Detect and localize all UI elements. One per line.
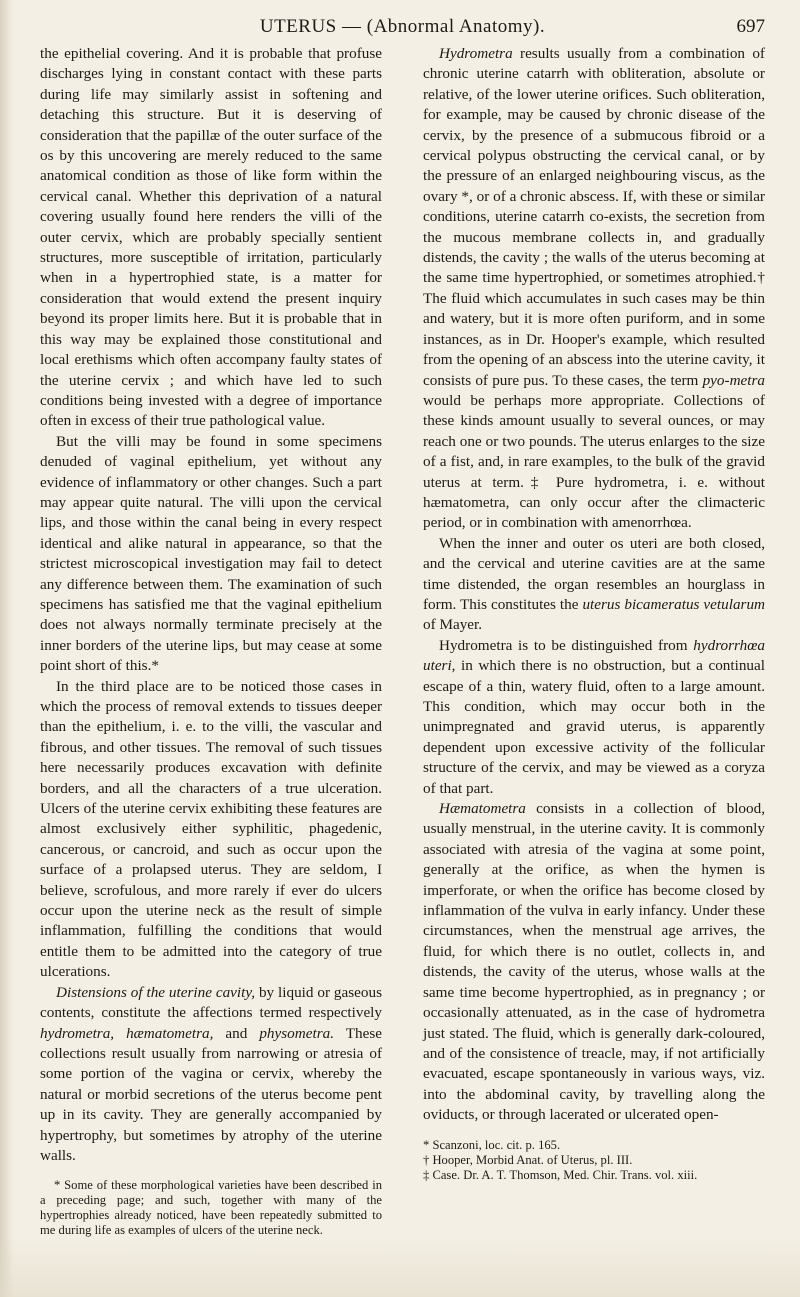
right-paragraph-3: Hydrometra is to be distinguished from hydrorrhœa uteri, in which there is no obstruction, but a continual escape of a thin, watery fluid, often to a large amount. This condition, which may occur both in the unimpregnated and gravid uterus, is apparently dependent upon excessive activity of the follicular structure of the cervix, and may be viewed as a coryza of that part. [423,636,765,797]
haematometra-heading: Hæmatometra [439,800,526,818]
page-gutter-shadow [0,0,14,1297]
left-paragraph-1: the epithelial covering. And it is probable that profuse discharges lying in constant contact with these parts during life may similarly assist in softening and detaching this structure. But it is deserving of consideration that the papillæ of the outer surface of the os by this uncovering are merely reduced to the same anatomical condition as those of like form within the cervical canal. Whether this deprivation of a natural covering usually found here renders the villi of the outer cervix, which are probably specially sentient structures, more susceptible of irritation, particularly when in a hypertrophied state, is a matter for consideration that would extend the present inquiry beyond its proper limits here. But it is probable that in this way may be explained those constitutional and local erethisms which often accompany faulty states of the uterine cervix ; and which have led to such conditions being invested with a degree of importance often in excess of their true pathological value. [40,45,382,430]
footnote-scanzoni: * Scanzoni, loc. cit. p. 165. [423,1137,561,1152]
term-physometra: physometra. [259,1024,334,1042]
term-hydrometra-haematometra: hydrometra, hæmatometra, [40,1024,214,1042]
right-column [423,44,765,1183]
right-paragraph-4: Hæmatometra consists in a collection of blood, usually menstrual, in the uterine cavity. It is commonly associated with atresia of the vagina at some point, generally at the orifice, as when the hymen is imperforate, or when the orifice has become closed by inflammation of the vulva in early infancy. Under these circumstances, when the menstrual age arrives, the fluid, for which there is no outlet, collects in, and distends, the cavity of the uterus, whose walls at the same time become hypertrophied, as in pregnancy ; or occasionally attenuated, as in the case of hydrometra just stated. The fluid, which is generally dark-coloured, and of the consistence of treacle, may, if not artificially evacuated, escape spontaneously in various ways, viz. into the abdominal cavity, by travelling along the oviducts, or through lacerated or ulcerated open- [423,800,765,1124]
right-paragraph-1: Hydrometra results usually from a combination of chronic uterine catarrh with obliteration, absolute or relative, of the lower uterine orifices. Such obliteration, for example, may be caused by chronic disease of the cervix, by the presence of a submucous fibroid or a cervical polypus obstructing the cervical canal, or by the pressure of an enlarged neighbouring viscus, as the ovary *, or of a chronic abscess. If, with these or similar conditions, uterine catarrh co-exists, the secretion from the mucous membrane collects in, and gradually distends, the cavity ; the walls of the uterus becoming at the same time hypertrophied, or sometimes atrophied.† The fluid which accumulates in such cases may be thin and watery, but it is more often puriform, and in some instances, as in Dr. Hooper's example, which resulted from the opening of an abscess into the uterine cavity, it consists of pure pus. To these cases, the term pyo-metra would be perhaps more appropriate. Collections of these kinds amount usually to several ounces, or may reach one or two pounds. The uterus enlarges to the size of a fist, and, in rare examples, to the bulk of the gravid uterus at term.‡ Pure hydrometra, i. e. without hæmatometra, can only occur after the climacteric period, or in combination with amenorrhœa. [423,45,765,532]
running-head: UTERUS — (Abnormal Anatomy). [259,16,546,37]
term-pyometra: pyo-metra [702,371,765,389]
right-footnotes [423,1138,765,1183]
left-column [40,44,382,1238]
term-hydrorrhoea: hydrorrhœa uteri, [423,636,765,675]
term-uterus-bicameratus: uterus bicameratus vetularum [582,595,766,613]
footnote-morphological: * Some of these morphological varieties have been described in a preceding page; and such, together with many of the hypertrophies already noticed, have been repeatedly submitted to me during life as examples of ulcers of the uterine neck. [40,1178,382,1238]
footnote-hooper: † Hooper, Morbid Anat. of Uterus, pl. III. [423,1152,633,1167]
hydrometra-heading: Hydrometra [439,45,513,62]
page-bottom-shadow [0,1237,800,1297]
left-paragraph-3: In the third place are to be noticed those cases in which the process of removal extends to tissues deeper than the epithelium, i. e. to the villi, the vascular and fibrous, and other tissues. The removal of such tissues here necessarily produces excavation with definite borders, and all the characters of a true ulceration. Ulcers of the uterine cervix exhibiting these features are almost exclusively either syphilitic, phagedenic, cancerous, or cancroid, and such as occur upon the surface of a prolapsed uterus. They are seldom, I believe, scrofulous, and more rarely if ever do ulcers occur upon the uterine neck as the result of simple inflammation, fulfilling the conditions that would entitle them to be admitted into the category of true ulcerations. [40,677,382,981]
left-footnotes [40,1178,382,1238]
right-paragraph-2: When the inner and outer os uteri are both closed, and the cervical and uterine cavities are at the same time distended, the organ resembles an hourglass in form. This constitutes the uterus bicameratus vetularum of Mayer. [423,534,766,634]
left-paragraph-4: Distensions of the uterine cavity, by liquid or gaseous contents, constitute the affections termed respectively hydrometra, hæmatometra, and physometra. These collections result usually from narrowing or atresia of some portion of the vagina or cervix, whereby the natural or morbid secretions of the uterus become pent up in its cavity. They are generally accompanied by hypertrophy, but sometimes by atrophy of the uterine walls. [40,983,382,1164]
left-paragraph-2: But the villi may be found in some specimens denuded of vaginal epithelium, yet without any evidence of inflammatory or other changes. Such a part may appear quite natural. The villi upon the cervical lips, and those within the canal being in every respect identical and alike natural in appearance, so that the strictest microscopical investigation may fail to detect any difference between them. The examination of such specimens has satisfied me that the vaginal epithelium does not always normally terminate precisely at the inner borders of the uterine lips, but may cease at some point short of this.* [40,432,382,675]
page-number: 697 [736,16,765,37]
distensions-heading: Distensions of the uterine cavity, [56,983,256,1001]
footnote-thomson: ‡ Case. Dr. A. T. Thomson, Med. Chir. Trans. vol. xiii. [423,1167,698,1182]
page-header [40,16,765,46]
